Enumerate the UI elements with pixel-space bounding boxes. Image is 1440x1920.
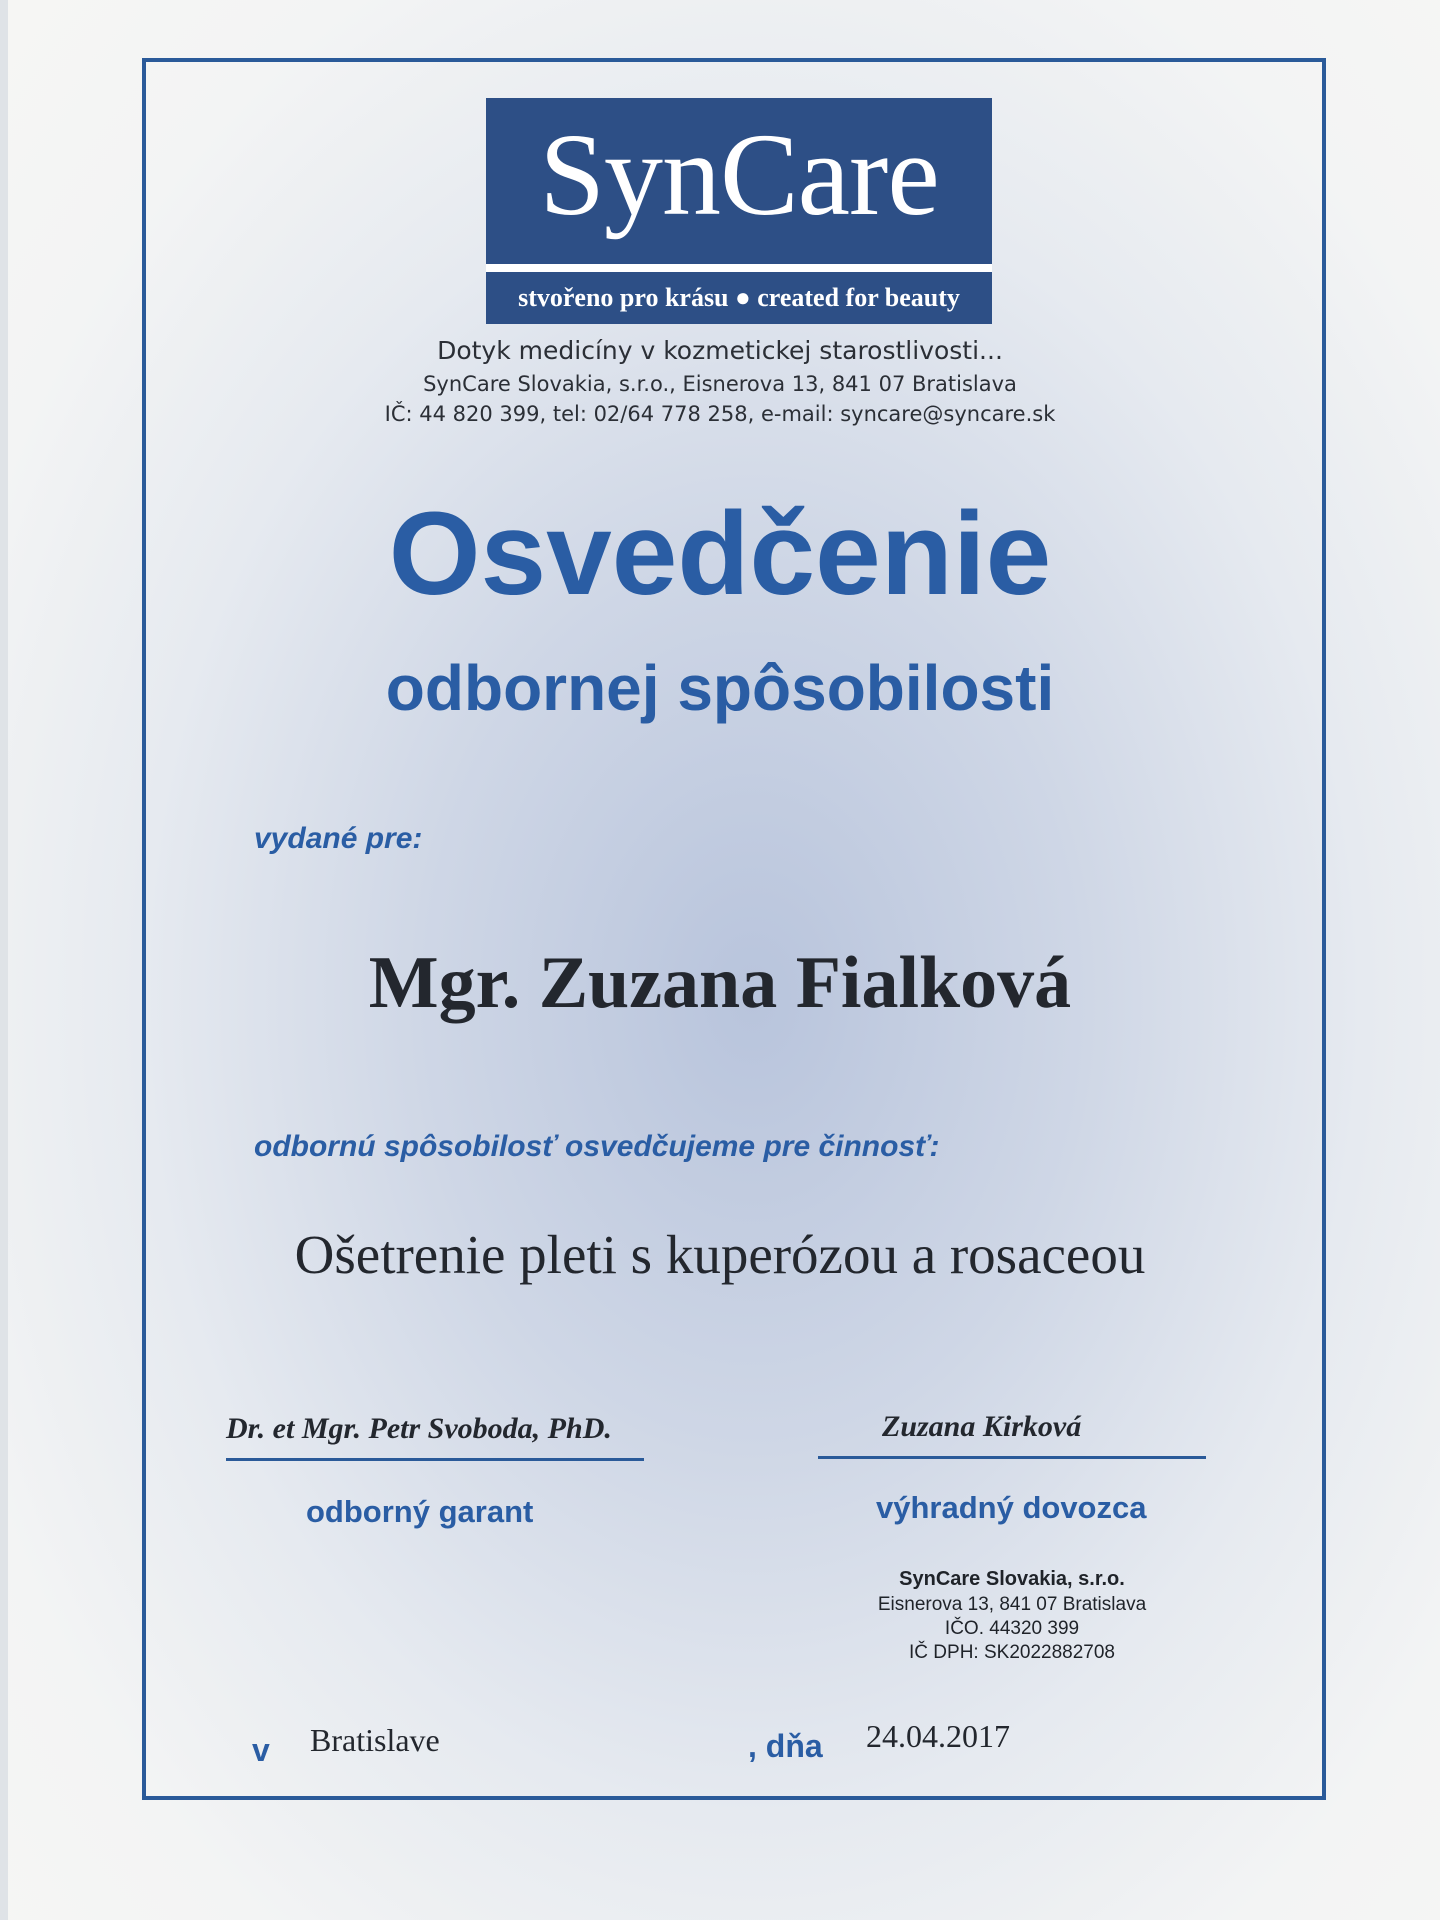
company-tagline: Dotyk medicíny v kozmetickej starostlivosti... — [437, 336, 1003, 365]
guarantor-name: Dr. et Mgr. Petr Svoboda, PhD. — [226, 1412, 612, 1445]
stamp-address: Eisnerova 13, 841 07 Bratislava — [877, 1594, 1147, 1615]
recipient-name: Mgr. Zuzana Fialková — [368, 942, 1072, 1024]
importer-signature-line — [818, 1456, 1206, 1459]
syncare-logo — [486, 98, 992, 324]
logo-wordmark: SynCare — [539, 109, 939, 240]
stamp-company: SynCare Slovakia, s.r.o. — [899, 1568, 1125, 1590]
company-address: SynCare Slovakia, s.r.o., Eisnerova 13, 841 07 Bratislava — [423, 372, 1017, 396]
stamp-ico: IČO. 44320 399 — [944, 1618, 1080, 1639]
company-contacts: IČ: 44 820 399, tel: 02/64 778 258, e-mail: syncare@syncare.sk — [384, 402, 1056, 426]
logo-stripe — [486, 264, 992, 272]
importer-role: výhradný dovozca — [876, 1490, 1147, 1525]
logo-slogan: stvořeno pro krásu ● created for beauty — [518, 283, 960, 312]
city-prefix: v — [252, 1732, 270, 1768]
stamp-dic: IČ DPH: SK2022882708 — [909, 1642, 1115, 1663]
importer-name: Zuzana Kirková — [882, 1410, 1082, 1443]
activity-label: odbornú spôsobilosť osvedčujeme pre činnosť: — [254, 1130, 940, 1163]
activity-name: Ošetrenie pleti s kuperózou a rosaceou — [294, 1224, 1146, 1285]
issue-date: 24.04.2017 — [866, 1718, 1010, 1754]
issued-for-label: vydané pre: — [254, 822, 423, 855]
guarantor-signature-line — [226, 1458, 644, 1461]
certificate-title: Osvedčenie — [388, 488, 1052, 620]
date-prefix: , dňa — [748, 1728, 823, 1764]
certificate-subtitle: odbornej spôsobilosti — [385, 652, 1055, 724]
issue-city: Bratislave — [310, 1722, 440, 1758]
guarantor-role: odborný garant — [306, 1494, 534, 1529]
